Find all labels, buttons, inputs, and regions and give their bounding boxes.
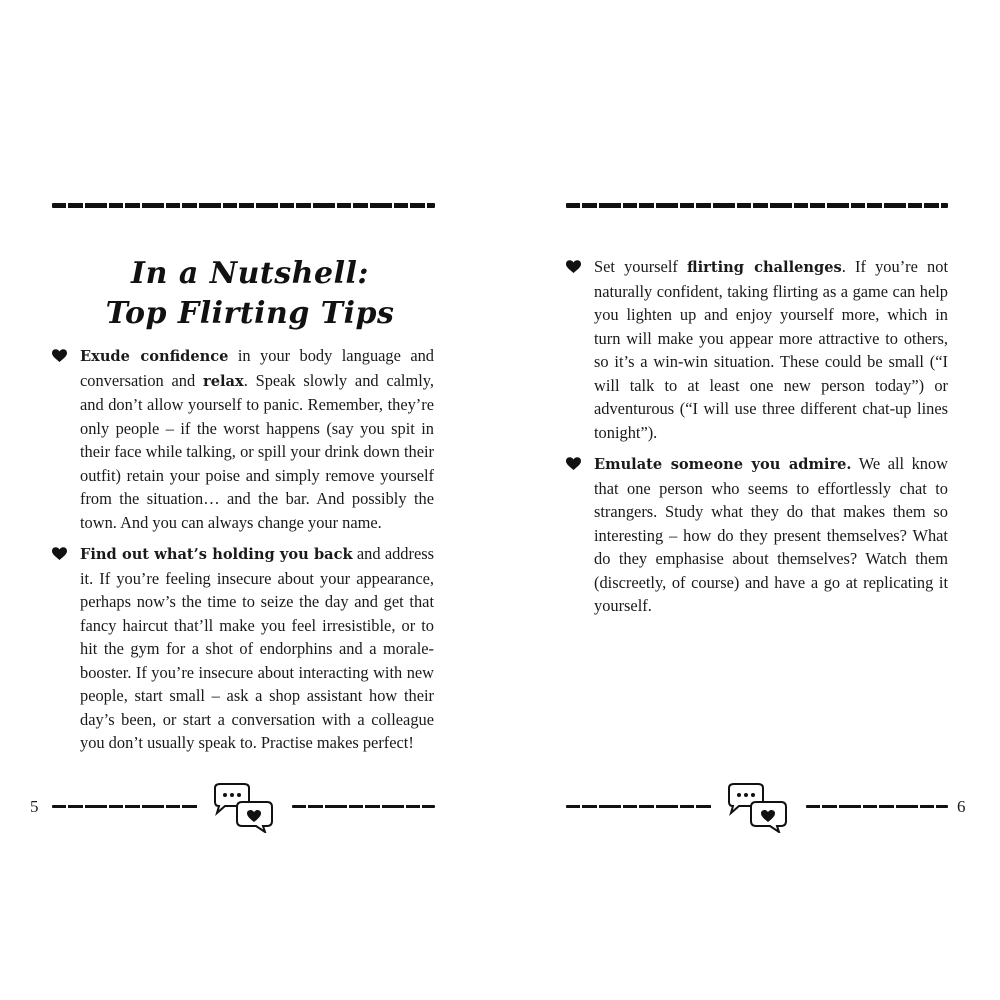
page-title bbox=[0, 254, 500, 334]
page-number: 6 bbox=[957, 797, 966, 816]
heart-icon bbox=[566, 457, 581, 471]
bullet-bold: flirting challenges bbox=[687, 259, 842, 276]
chat-bubbles-heart-icon bbox=[725, 783, 789, 833]
bullet-text: Set yourself bbox=[594, 257, 687, 276]
top-rule bbox=[566, 203, 948, 208]
heart-icon bbox=[52, 547, 67, 561]
right-page bbox=[500, 0, 1000, 1000]
bullet-text: We all know that one person who seems to effortlessly chat to strangers. Study what they do that makes them so interesting – how do they present themselves? What do they emphasise about themselves? Watch them (discreetly, of course) and have a go at replicating it yourself. bbox=[594, 454, 949, 615]
top-rule bbox=[52, 203, 435, 208]
page-number: 5 bbox=[30, 797, 39, 816]
list-item bbox=[52, 344, 434, 534]
bullet-text: . Speak slowly and calmly, and don’t allow yourself to panic. Remember, they’re only people – if the worst happens (say you spit in their face while talking, or spill your drink down their outfit) retain your poise and simply remove yourself from the situation… and the bar. And possibly the town. And you can always change your name. bbox=[80, 370, 435, 532]
bullet-text: . If you’re not naturally confident, taking flirting as a game can help you lighten up and enjoy yourself more, which in turn will make you appear more attractive to others, so it’s a win-win situation. These could be small (“I will talk to at least one new person today”) or adventurous (“I will use three different chat-up lines tonight”). bbox=[594, 257, 948, 442]
bullet-bold: Exude confidence bbox=[80, 348, 229, 365]
bullet-bold: Find out what’s holding you back bbox=[80, 546, 353, 563]
footer-rule-left bbox=[52, 805, 199, 808]
list-item bbox=[566, 452, 948, 618]
footer-rule-left bbox=[566, 805, 713, 808]
heart-icon bbox=[566, 260, 581, 274]
bullet-bold: Emulate someone you admire. bbox=[594, 456, 852, 473]
list-item bbox=[566, 255, 948, 444]
tips-list bbox=[566, 255, 948, 626]
chat-bubbles-heart-icon bbox=[211, 783, 275, 833]
title-line-2: Top Flirting Tips bbox=[105, 296, 395, 331]
title-line-1: In a Nutshell: bbox=[131, 256, 369, 291]
list-item bbox=[52, 542, 434, 755]
footer-rule-right bbox=[292, 805, 435, 808]
footer-rule-right bbox=[806, 805, 948, 808]
bullet-bold: relax bbox=[203, 372, 244, 390]
bullet-text: in your body language and conversation and bbox=[80, 346, 434, 390]
heart-icon bbox=[52, 349, 67, 363]
bullet-text: and address it. If you’re feeling insecure about your appearance, perhaps now’s the time to seize the day and get that fancy haircut that’ll make you feel irresistible, or to hit the gym for a shot of endorphins and a morale-booster. If you’re insecure about interacting with new people, start small – ask a shop assistant how their day’s been, or start a conversation with a colleague you don’t usually speak to. Practise makes perfect! bbox=[80, 544, 434, 752]
tips-list bbox=[52, 344, 434, 763]
